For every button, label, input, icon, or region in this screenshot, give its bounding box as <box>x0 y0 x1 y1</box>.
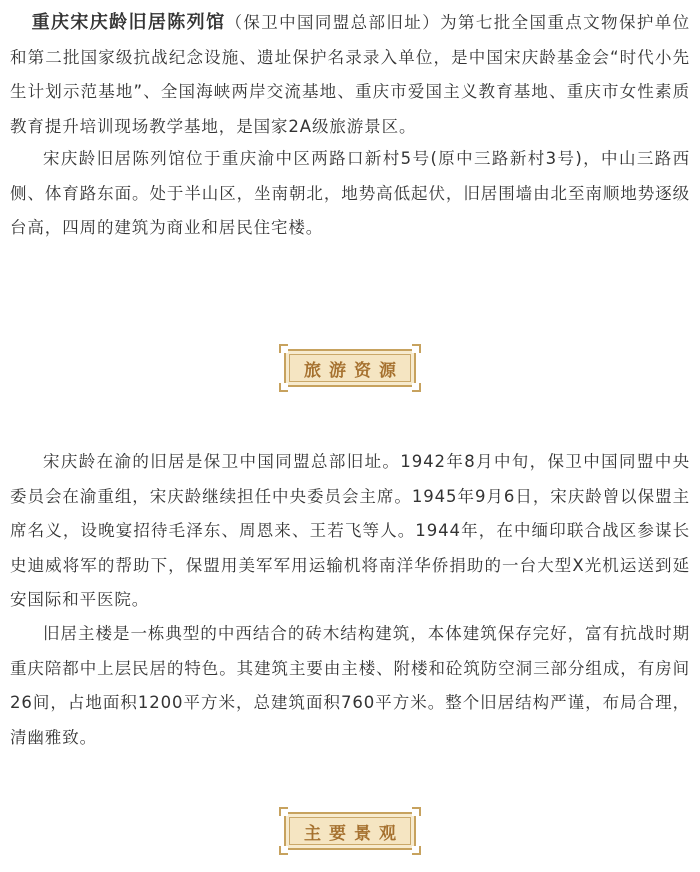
history-paragraph: 宋庆龄在渝的旧居是保卫中国同盟总部旧址。1942年8月中旬，保卫中国同盟中央委员会在渝重组，宋庆龄继续担任中央委员会主席。1945年9月6日，宋庆龄曾以保盟主席名义，设晚宴招待毛泽东、周恩来、王若飞等人。1944年，在中缅印联合战区参谋长史迪威将军的帮助下，保盟用美军军用运输机将南洋华侨捐助的一台大型X光机运送到延安国际和平医院。 <box>10 452 690 609</box>
section-header-main-sights <box>284 812 416 850</box>
intro-paragraph <box>10 6 690 144</box>
section-header-tourism-resources <box>284 349 416 387</box>
museum-title: 重庆宋庆龄旧居陈列馆 <box>31 12 226 33</box>
section-header-label: 旅游资源 <box>304 360 404 381</box>
building-paragraph: 旧居主楼是一栋典型的中西结合的砖木结构建筑，本体建筑保存完好，富有抗战时期重庆陪都中上层民居的特色。其建筑主要由主楼、附楼和砼筑防空洞三部分组成，有房间26间，占地面积1200平方米，总建筑面积760平方米。整个旧居结构严谨，布局合理，清幽雅致。 <box>10 624 690 747</box>
intro-text: （保卫中国同盟总部旧址）为第七批全国重点文物保护单位和第二批国家级抗战纪念设施、遗址保护名录录入单位，是中国宋庆龄基金会“时代小先生计划示范基地”、全国海峡两岸交流基地、重庆市爱国主义教育基地、重庆市女性素质教育提升培训现场教学基地，是国家2A级旅游景区。 <box>10 13 690 136</box>
section-header-label: 主要景观 <box>304 823 404 844</box>
location-paragraph: 宋庆龄旧居陈列馆位于重庆渝中区两路口新村5号(原中三路新村3号)，中山三路西侧、体育路东面。处于半山区，坐南朝北，地势高低起伏，旧居围墙由北至南顺地势逐级台高，四周的建筑为商业和居民住宅楼。 <box>10 149 690 237</box>
